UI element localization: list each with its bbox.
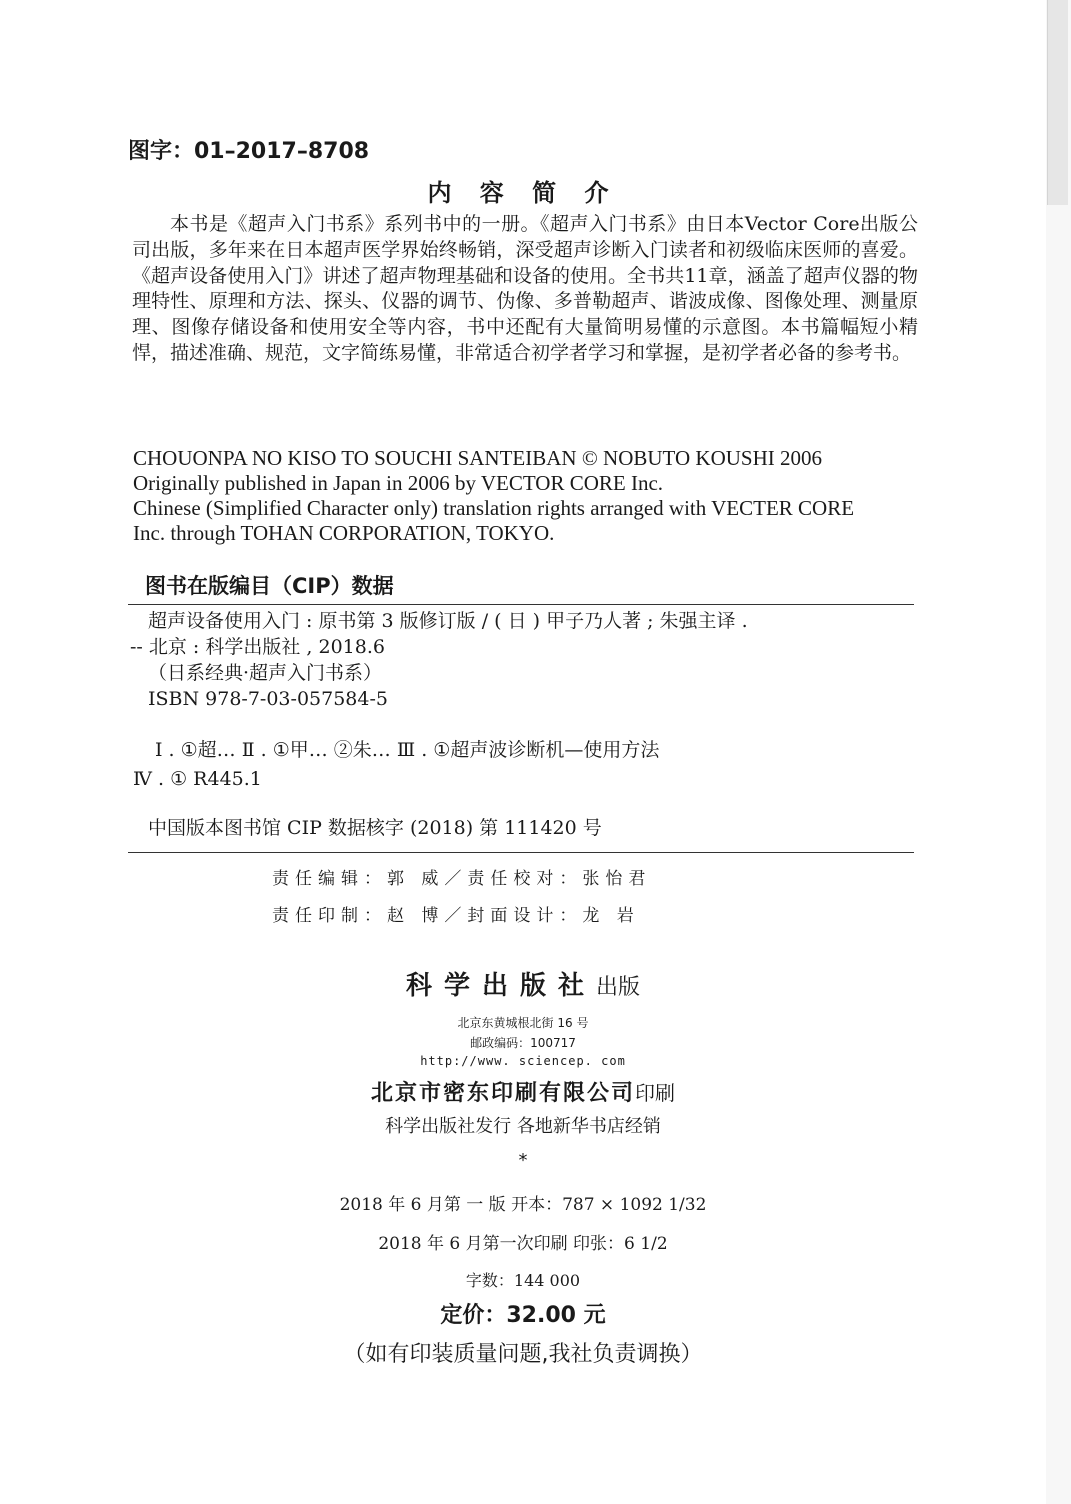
license-line: Chinese (Simplified Character only) translation rights arranged with VECTER CORE bbox=[133, 496, 855, 520]
cip-title-line: 超声设备使用入门 : 原书第 3 版修订版 / ( 日 ) 甲子乃人著 ; 朱强主译 . bbox=[148, 610, 748, 632]
printer-suffix: 印刷 bbox=[635, 1081, 675, 1105]
staff-credits-line: 责任印制：赵 博／封面设计：龙 岩 bbox=[272, 906, 640, 926]
quality-notice: （如有印装质量问题,我社负责调换） bbox=[343, 1342, 703, 1367]
summary-title: 内 容 简 介 bbox=[427, 179, 619, 207]
license-line: Inc. through TOHAN CORPORATION, TOKYO. bbox=[133, 521, 555, 545]
cip-classification bbox=[133, 736, 660, 794]
distribution-info: 科学出版社发行 各地新华书店经销 bbox=[385, 1116, 661, 1137]
publisher-name: 科学出版社 bbox=[405, 971, 596, 1001]
license-line: CHOUONPA NO KISO TO SOUCHI SANTEIBAN © NOBUTO KOUSHI 2006 bbox=[133, 446, 822, 470]
license-line: Originally published in Japan in 2006 by VECTOR CORE Inc. bbox=[133, 471, 664, 495]
publisher-address: 北京东黄城根北街 16 号 bbox=[457, 1016, 589, 1030]
publisher-postcode: 邮政编码：100717 bbox=[470, 1036, 576, 1050]
printer-line bbox=[0, 1076, 1046, 1107]
cip-number: 中国版本图书馆 CIP 数据核字 (2018) 第 111420 号 bbox=[148, 817, 602, 839]
word-count: 字数：144 000 bbox=[465, 1271, 581, 1290]
edition-info: 2018 年 6 月第 一 版 开本：787 × 1092 1/32 bbox=[339, 1195, 707, 1215]
cip-isbn: ISBN 978-7-03-057584-5 bbox=[148, 688, 388, 710]
cip-classification-line: Ⅳ . ① R445.1 bbox=[133, 768, 262, 790]
publisher-website: http://www. sciencep. com bbox=[420, 1054, 626, 1068]
cip-heading: 图书在版编目（CIP）数据 bbox=[145, 574, 394, 598]
publisher-suffix: 出版 bbox=[596, 975, 641, 1000]
cip-divider-top bbox=[128, 604, 914, 605]
license-notice bbox=[133, 446, 933, 546]
copyright-registration: 图字：01–2017–8708 bbox=[128, 139, 370, 164]
cip-classification-line: Ⅰ . ①超… Ⅱ . ①甲… ②朱… Ⅲ . ①超声波诊断机—使用方法 bbox=[155, 739, 660, 761]
cip-series-line: （日系经典·超声入门书系） bbox=[148, 662, 383, 684]
scrollbar-track[interactable] bbox=[1046, 0, 1071, 1504]
price: 定价：32.00 元 bbox=[440, 1303, 606, 1328]
divider-star: * bbox=[518, 1150, 528, 1171]
cip-imprint-line: -- 北京 : 科学出版社 , 2018.6 bbox=[130, 636, 385, 658]
cip-divider-bottom bbox=[128, 852, 914, 853]
scrollbar-thumb[interactable] bbox=[1047, 0, 1068, 205]
cip-record bbox=[130, 608, 918, 712]
printing-info: 2018 年 6 月第一次印刷 印张：6 1/2 bbox=[378, 1234, 668, 1254]
publisher-line bbox=[0, 965, 1046, 1002]
staff-credits-line: 责任编辑：郭 威／责任校对：张怡君 bbox=[272, 869, 652, 889]
summary-body: 本书是《超声入门书系》系列书中的一册。《超声入门书系》由日本Vector Core出版公司出版，多年来在日本超声医学界始终畅销，深受超声诊断入门读者和初级临床医师的喜爱。《超声设备使用入门》讲述了超声物理基础和设备的使用。全书共11章，涵盖了超声仪器的物理特性、原理和方法、探头、仪器的调节、伪像、多普勒超声、谐波成像、图像处理、测量原理、图像存储设备和使用安全等内容，书中还配有大量简明易懂的示意图。本书篇幅短小精悍，描述准确、规范，文字简练易懂，非常适合初学者学习和掌握，是初学者必备的参考书。 bbox=[132, 213, 918, 364]
printer-name: 北京市密东印刷有限公司 bbox=[370, 1080, 635, 1106]
